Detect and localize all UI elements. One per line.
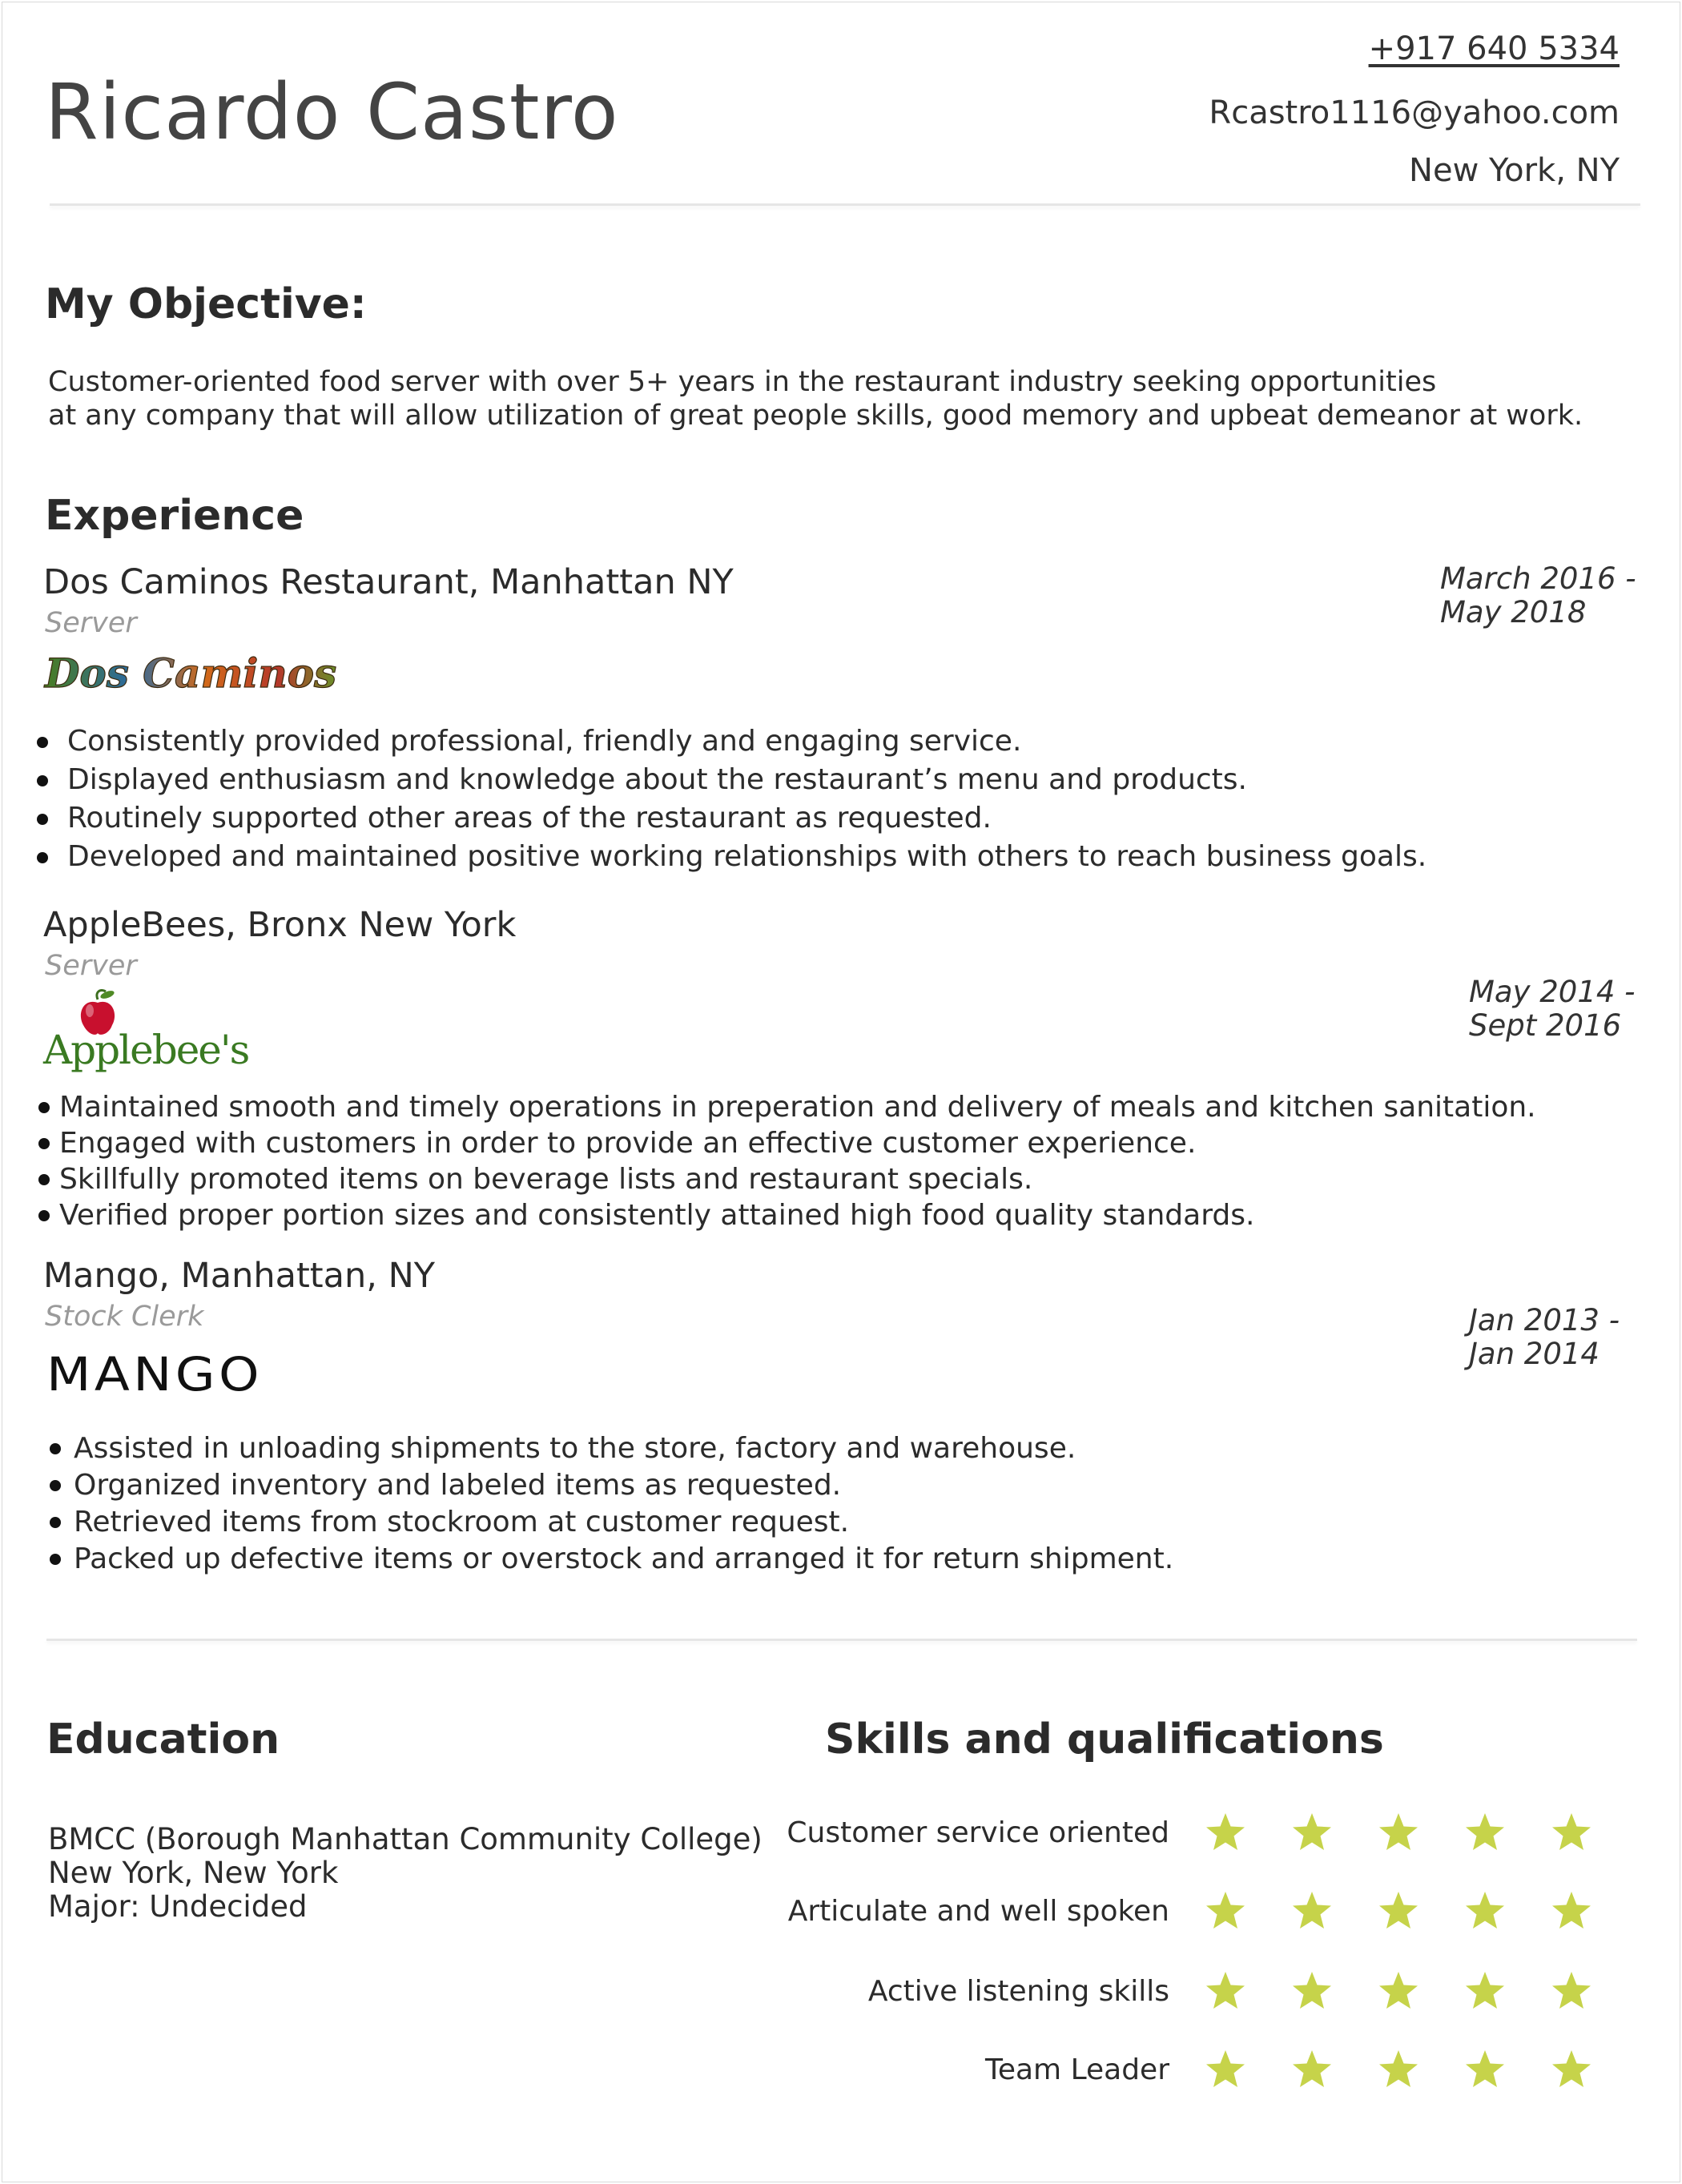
- phone-link[interactable]: +917 640 5334: [1368, 30, 1620, 67]
- skill-label: Team Leader: [984, 2053, 1169, 2086]
- list-item: Routinely supported other areas of the restaurant as requested.: [67, 799, 1426, 838]
- education-location: New York, New York: [48, 1856, 339, 1890]
- section-divider: [46, 1639, 1637, 1641]
- job-company: Mango, Manhattan, NY: [43, 1256, 436, 1296]
- objective-line: at any company that will allow utilization of great people skills, good memory and upbeat demeanor at work.: [48, 400, 1583, 432]
- skill-label: Articulate and well spoken: [787, 1894, 1169, 1928]
- job-role: Server: [45, 950, 137, 982]
- star-icon: [1551, 1808, 1637, 1856]
- star-icon: [1291, 1887, 1378, 1935]
- job-dates: [1469, 975, 1636, 1043]
- list-item: Consistently provided professional, friendly and engaging service.: [67, 722, 1426, 761]
- list-item: Displayed enthusiasm and knowledge about the restaurant’s menu and products.: [67, 761, 1426, 799]
- skill-rating: [1205, 2045, 1637, 2094]
- job-date-end: May 2018: [1440, 595, 1587, 629]
- list-item: Skillfully promoted items on beverage lists and restaurant specials.: [59, 1161, 1536, 1197]
- star-icon: [1378, 1887, 1464, 1935]
- star-icon: [1291, 1808, 1378, 1856]
- star-icon: [1291, 1967, 1378, 2015]
- skill-rating: [1205, 1967, 1637, 2015]
- skill-row: [689, 1967, 1637, 2015]
- objective-line: Customer-oriented food server with over 5+ years in the restaurant industry seeking opportunities: [48, 366, 1437, 398]
- job-date-start: May 2014 -: [1469, 975, 1636, 1009]
- skill-rating: [1205, 1887, 1637, 1935]
- star-icon: [1464, 1808, 1551, 1856]
- list-item: Developed and maintained positive working relationships with others to reach business goals.: [67, 838, 1426, 876]
- star-icon: [1205, 1887, 1291, 1935]
- job-bullets: [59, 1089, 1536, 1233]
- list-item: Organized inventory and labeled items as requested.: [74, 1467, 1173, 1504]
- applebees-logo: [42, 987, 249, 1076]
- objective-heading: My Objective:: [45, 280, 367, 328]
- job-role: Stock Clerk: [45, 1301, 204, 1333]
- skill-row: [689, 2045, 1637, 2094]
- skill-rating: [1205, 1808, 1637, 1856]
- email-text: Rcastro1116@yahoo.com: [1209, 95, 1620, 131]
- skill-row: [689, 1808, 1637, 1856]
- education-major: Major: Undecided: [48, 1889, 308, 1924]
- location-text: New York, NY: [1409, 152, 1620, 189]
- job-dates: [1469, 1304, 1620, 1371]
- list-item: Verified proper portion sizes and consistently attained high food quality standards.: [59, 1197, 1536, 1233]
- skill-label: Customer service oriented: [787, 1816, 1169, 1849]
- job-company: Dos Caminos Restaurant, Manhattan NY: [43, 562, 734, 602]
- star-icon: [1378, 2045, 1464, 2094]
- header-divider: [50, 203, 1640, 206]
- mango-logo-text: MANGO: [46, 1347, 263, 1402]
- star-icon: [1551, 1887, 1637, 1935]
- star-icon: [1378, 1967, 1464, 2015]
- list-item: Retrieved items from stockroom at customer request.: [74, 1504, 1173, 1541]
- candidate-name: Ricardo Castro: [45, 67, 619, 157]
- skill-row: [689, 1887, 1637, 1935]
- list-item: Assisted in unloading shipments to the store, factory and warehouse.: [74, 1430, 1173, 1467]
- star-icon: [1205, 1967, 1291, 2015]
- skills-heading: Skills and qualifications: [825, 1715, 1384, 1764]
- education-heading: Education: [46, 1715, 280, 1764]
- dos-caminos-logo-text: Dos Caminos: [45, 650, 337, 697]
- education-details: [48, 1823, 763, 1924]
- star-icon: [1464, 2045, 1551, 2094]
- star-icon: [1464, 1967, 1551, 2015]
- list-item: Packed up defective items or overstock and arranged it for return shipment.: [74, 1541, 1173, 1578]
- job-date-start: March 2016 -: [1440, 561, 1636, 596]
- job-date-end: Sept 2016: [1469, 1008, 1622, 1043]
- mango-logo: [46, 1345, 279, 1405]
- list-item: Engaged with customers in order to provide an effective customer experience.: [59, 1125, 1536, 1161]
- job-bullets: [74, 1430, 1173, 1578]
- objective-text: [48, 365, 1586, 432]
- education-school: BMCC (Borough Manhattan Community College): [48, 1822, 763, 1856]
- list-item: Maintained smooth and timely operations in preperation and delivery of meals and kitchen sanitation.: [59, 1089, 1536, 1125]
- job-date-end: Jan 2014: [1469, 1337, 1600, 1371]
- experience-heading: Experience: [45, 492, 304, 540]
- star-icon: [1551, 2045, 1637, 2094]
- applebees-logo-text: Applebee's: [43, 1027, 249, 1073]
- dos-caminos-logo: [42, 646, 337, 703]
- star-icon: [1464, 1887, 1551, 1935]
- job-date-start: Jan 2013 -: [1469, 1303, 1620, 1337]
- job-role: Server: [45, 607, 137, 639]
- job-dates: [1440, 562, 1636, 629]
- star-icon: [1205, 1808, 1291, 1856]
- star-icon: [1205, 2045, 1291, 2094]
- skill-label: Active listening skills: [867, 1974, 1169, 2008]
- star-icon: [1291, 2045, 1378, 2094]
- star-icon: [1551, 1967, 1637, 2015]
- star-icon: [1378, 1808, 1464, 1856]
- job-bullets: [67, 722, 1426, 876]
- job-company: AppleBees, Bronx New York: [43, 905, 517, 945]
